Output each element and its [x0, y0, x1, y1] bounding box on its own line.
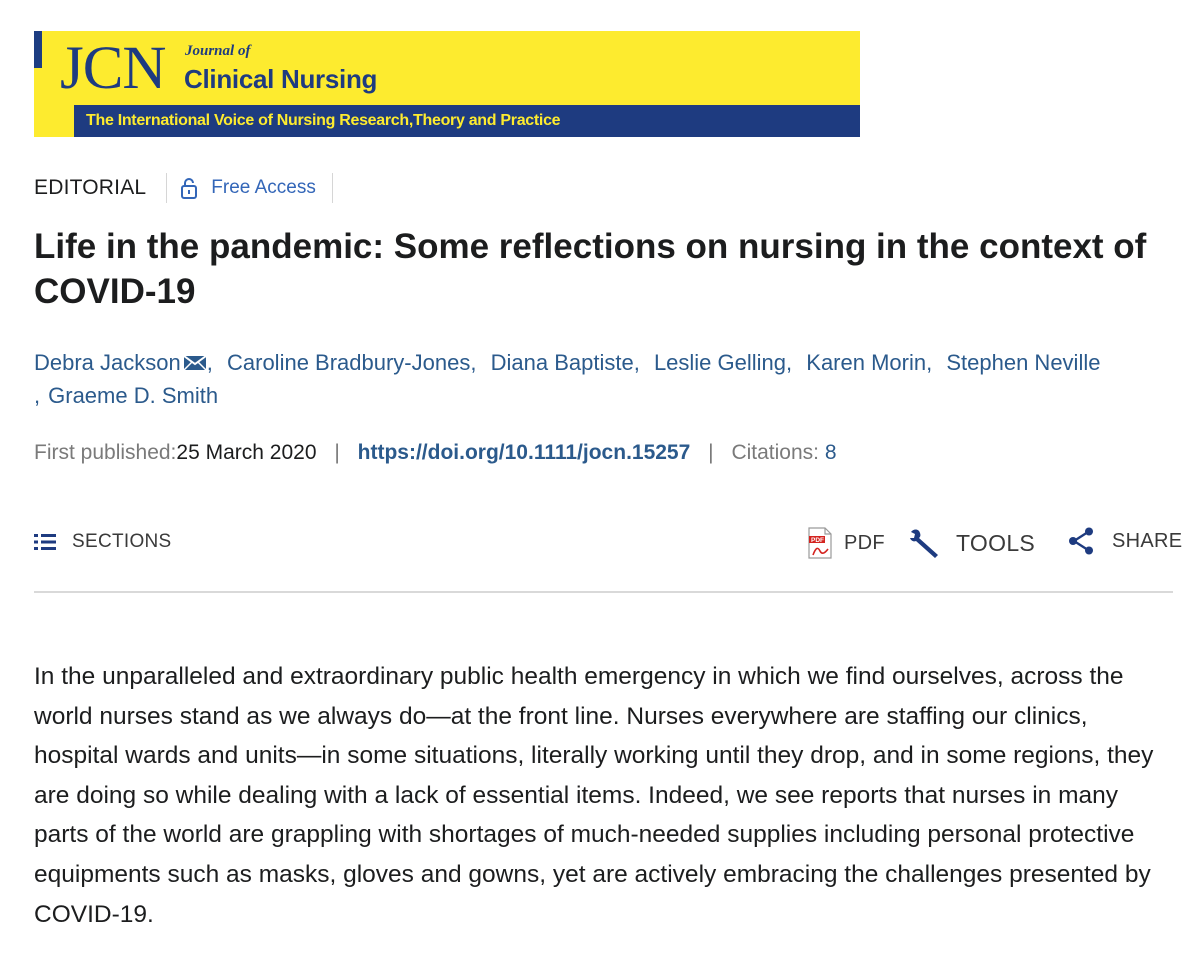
- free-access-label: Free Access: [211, 177, 316, 198]
- author-separator: ,: [470, 350, 477, 375]
- pdf-icon: [808, 527, 832, 559]
- wrench-icon: [908, 527, 942, 559]
- author-separator: ,: [34, 383, 41, 408]
- meta-divider-end: [332, 173, 333, 203]
- author-separator: ,: [206, 350, 213, 375]
- author-separator: ,: [786, 350, 793, 375]
- journal-tagline: The International Voice of Nursing Research,Theory and Practice: [86, 112, 561, 129]
- doi-link[interactable]: https://doi.org/10.1111/jocn.15257: [357, 441, 691, 464]
- email-icon[interactable]: [183, 355, 207, 371]
- first-published-label: First published:: [34, 441, 177, 464]
- author-link[interactable]: Debra Jackson: [34, 350, 181, 375]
- article-type: EDITORIAL: [34, 176, 147, 199]
- author-link[interactable]: Caroline Bradbury-Jones: [227, 350, 471, 375]
- share-icon: [1068, 527, 1094, 555]
- publication-info: [34, 437, 837, 469]
- author-link[interactable]: Diana Baptiste: [490, 350, 634, 375]
- pdf-label: PDF: [844, 531, 885, 554]
- author-separator: ,: [633, 350, 640, 375]
- meta-divider: [166, 173, 167, 203]
- toolbar-divider: [34, 591, 1173, 593]
- author-link[interactable]: Graeme D. Smith: [48, 383, 219, 408]
- article-body-paragraph: In the unparalleled and extraordinary public health emergency in which we find ourselves, across the world nurses stand as we always do—at the front line. Nurses everywhere are staffing our clinics, hospital wards and units—in some situations, literally working until they drop, and in some regions, they are doing so while dealing with a lack of essential items. Indeed, we see reports that nurses in many parts of the world are grappling with shortages of much-needed supplies including personal protective equipments such as masks, gloves and gowns, yet are actively embracing the challenges presented by COVID-19.: [34, 663, 1154, 928]
- citations-count[interactable]: 8: [824, 441, 837, 464]
- author-link[interactable]: Leslie Gelling: [653, 350, 787, 375]
- author-list: [34, 346, 1184, 412]
- pub-separator: |: [708, 441, 714, 464]
- list-icon: [34, 533, 56, 551]
- article-meta-row: [34, 172, 333, 204]
- share-label: SHARE: [1112, 529, 1183, 552]
- citations-label: Citations:: [731, 441, 819, 464]
- author-link[interactable]: Karen Morin: [806, 350, 927, 375]
- pdf-button[interactable]: [808, 527, 885, 559]
- first-published-date: 25 March 2020: [176, 441, 317, 464]
- pub-separator: |: [334, 441, 340, 464]
- share-button[interactable]: [1068, 527, 1182, 555]
- author-link[interactable]: Stephen Neville: [946, 350, 1101, 375]
- banner-stripe: [34, 31, 42, 68]
- banner-tagline-bar: [74, 105, 860, 137]
- sections-label: SECTIONS: [72, 531, 172, 552]
- pdf-badge: PDF: [811, 537, 824, 544]
- journal-banner[interactable]: [34, 31, 860, 137]
- tools-button[interactable]: [908, 527, 1035, 559]
- lock-icon: [179, 176, 199, 200]
- tools-label: TOOLS: [956, 529, 1036, 556]
- author-separator: ,: [926, 350, 933, 375]
- article-title: Life in the pandemic: Some reflections on nursing in the context of COVID-19: [34, 227, 1147, 311]
- journal-name: Clinical Nursing: [184, 64, 378, 94]
- sections-button[interactable]: [34, 531, 172, 553]
- journal-logo: JCN: [60, 35, 166, 102]
- journal-of-text: Journal of: [185, 43, 251, 59]
